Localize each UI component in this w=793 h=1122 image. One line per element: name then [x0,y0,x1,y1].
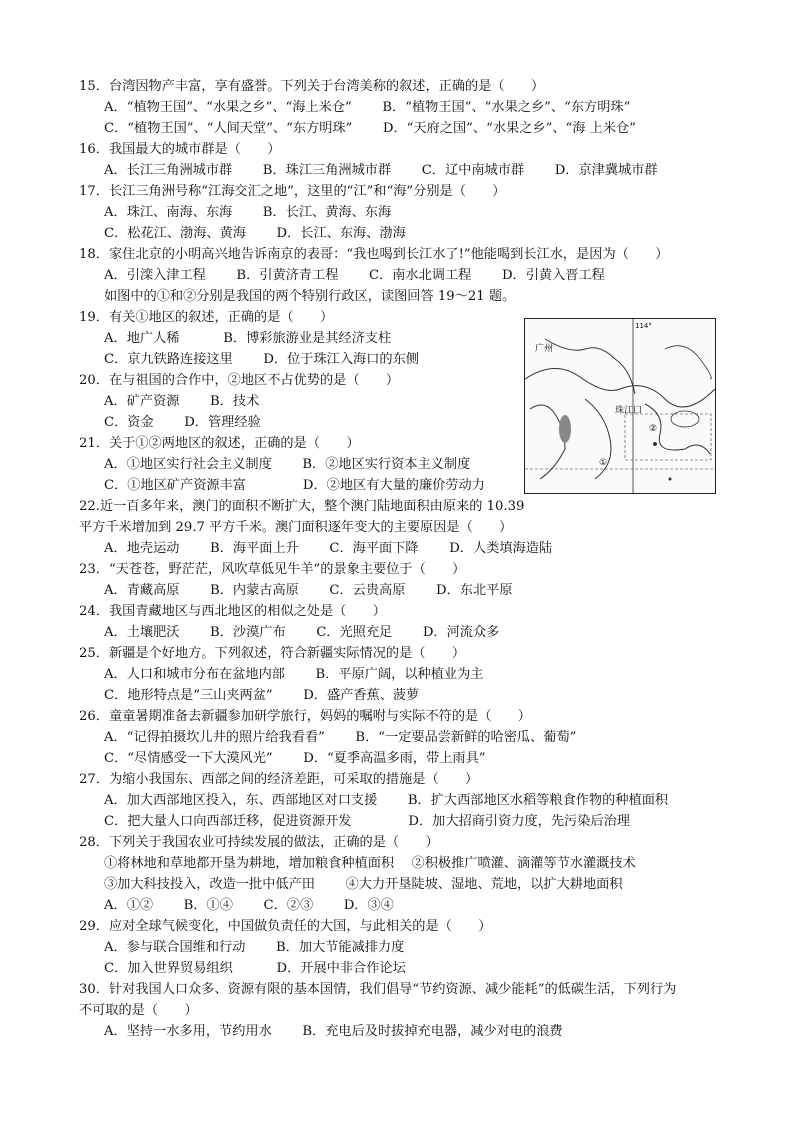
q27-option-ab: A．加大西部地区投入，东、西部地区对口支援 B．扩大西部地区水稻等粮食作物的种植面积 [104,793,669,808]
longitude-label: 114° [635,322,652,330]
q30-stem: 30．针对我国人口众多、资源有限的基本国情，我们倡导“节约资源、减少能耗”的低碳生活，下列行为 [79,982,677,997]
q26-stem: 26．童童暑期准备去新疆参加研学旅行，妈妈的嘱咐与实际不符的是（ ） [79,709,531,724]
q23-stem: 23．“天苍苍，野茫茫，风吹草低见牛羊”的景象主要位于（ ） [79,562,466,577]
land-shade [559,415,571,443]
q26-option-ab: A．“记得拍摄坎儿井的照片给我看看” B．“一定要品尝新鲜的哈密瓜、葡萄” [104,730,577,745]
map-intro: 如图中的①和②分别是我国的两个特别行政区，读图回答 19～21 题。 [104,289,516,304]
q30-stem-cont: 不可取的是（ ） [79,1003,198,1018]
q26-option-cd: C．“尽情感受一下大漠风光” D．“夏季高温多雨，带上雨具” [104,751,486,766]
guangzhou-label: 广州 [535,344,554,354]
island-outline [671,411,699,427]
q22-stem-cont: 平方千米增加到 29.7 平方千米。澳门面积逐年变大的主要原因是（ ） [79,520,513,535]
q22-stem: 22.近一百多年来，澳门的面积不断扩大，整个澳门陆地面积由原来的 10.39 [79,499,525,514]
q30-options: A．坚持一水多用，节约用水 B．充电后及时拔掉充电器，减少对电的浪费 [104,1024,563,1039]
q25-stem: 25．新疆是个好地方。下列叙述，符合新疆实际情况的是（ ） [79,646,466,661]
coastline [525,368,715,407]
q18-options: A．引滦入津工程 B．引黄济青工程 C．南水北调工程 D．引黄入晋工程 [104,268,605,283]
q21-option-ab: A．①地区实行社会主义制度 B．②地区实行资本主义制度 [104,457,471,472]
q20-option-ab: A．矿产资源 B．技术 [104,394,260,409]
q19-stem: 19．有关①地区的叙述，正确的是（ ） [79,310,334,325]
q17-option-cd: C．松花江、渤海、黄海 D．长江、东海、渤海 [104,226,406,241]
q18-stem: 18．家住北京的小明高兴地告诉南京的表哥：“我也喝到长江水了!”他能喝到长江水，是因为（ ） [79,247,669,262]
q15-option-cd: C．“植物王国”、“人间天堂”、“东方明珠” D．“天府之国”、“水果之乡”、“海 上米仓” [104,121,636,136]
q19-option-ab: A．地广人稀 B．博彩旅游业是其经济支柱 [104,331,392,346]
q16-options: A．长江三角洲城市群 B．珠江三角洲城市群 C．辽中南城市群 D．京津冀城市群 [104,163,658,178]
estuary-west [585,399,611,479]
q21-option-cd: C．①地区矿产资源丰富 D．②地区有大量的廉价劳动力 [104,478,485,493]
q17-stem: 17．长江三角洲号称“江海交汇之地”，这里的“江”和“海”分别是（ ） [79,184,506,199]
q24-stem: 24．我国青藏地区与西北地区的相似之处是（ ） [79,604,386,619]
q25-option-ab: A．人口和城市分布在盆地内部 B．平原广阔，以种植业为主 [104,667,484,682]
pearl-river-mouth-label: 珠江口 [615,406,643,416]
pearl-river-delta-map [524,318,716,494]
q24-options: A．土壤肥沃 B．沙漠广布 C．光照充足 D．河流众多 [104,625,500,640]
q28-options: A．①② B．①④ C．②③ D．③④ [104,898,394,913]
q16-stem: 16．我国最大的城市群是（ ） [79,142,281,157]
q28-stem: 28．下列关于我国农业可持续发展的做法，正确的是（ ） [79,835,439,850]
q17-option-ab: A．珠江、南海、东海 B．长江、黄海、东海 [104,205,392,220]
region-2-marker: ② [649,424,658,434]
region-1-marker: ① [599,458,608,468]
west-coast [530,405,565,479]
q27-stem: 27．为缩小我国东、西部之间的经济差距，可采取的措施是（ ） [79,772,479,787]
q20-stem: 20．在与祖国的合作中，②地区不占优势的是（ ） [79,373,400,388]
q28-statement-34: ③加大科技投入，改造一批中低产田 ④大力开垦陡坡、湿地、荒地，以扩大耕地面积 [104,877,623,892]
q27-option-cd: C．把大量人口向西部迁移，促进资源开发 D．加大招商引资力度，先污染后治理 [104,814,630,829]
q15-option-ab: A．“植物王国”、“水果之乡”、“海上米仓” B．“植物王国”、“水果之乡”、“东方明珠” [104,100,631,115]
map-drawing [525,319,715,493]
q19-option-cd: C．京九铁路连接这里 D．位于珠江入海口的东侧 [104,352,419,367]
q21-stem: 21．关于①②两地区的叙述，正确的是（ ） [79,436,360,451]
q15-stem: 15．台湾因物产丰富，享有盛誉。下列关于台湾美称的叙述，正确的是（ ） [79,79,545,94]
q25-option-cd: C．地形特点是“三山夹两盆” D．盛产香蕉、菠萝 [104,688,420,703]
q20-option-cd: C．资金 D．管理经验 [104,415,261,430]
q28-statement-12: ①将林地和草地都开垦为耕地，增加粮食种植面积 ②积极推广喷灌、滴灌等节水灌溉技术 [104,856,636,871]
northeast-river [665,346,711,379]
river [545,339,635,394]
q29-stem: 29．应对全球气候变化，中国做负责任的大国，与此相关的是（ ） [79,919,492,934]
q29-option-ab: A．参与联合国维和行动 B．加大节能减排力度 [104,940,405,955]
q29-option-cd: C．加入世界贸易组织 D．开展中非合作论坛 [104,961,406,976]
islet-dot-2 [669,478,672,481]
boundary-box [625,414,711,460]
q22-options: A．地壳运动 B．海平面上升 C．海平面下降 D．人类填海造陆 [104,541,553,556]
q23-options: A．青藏高原 B．内蒙古高原 C．云贵高原 D．东北平原 [104,583,513,598]
islet-dot [653,442,657,446]
